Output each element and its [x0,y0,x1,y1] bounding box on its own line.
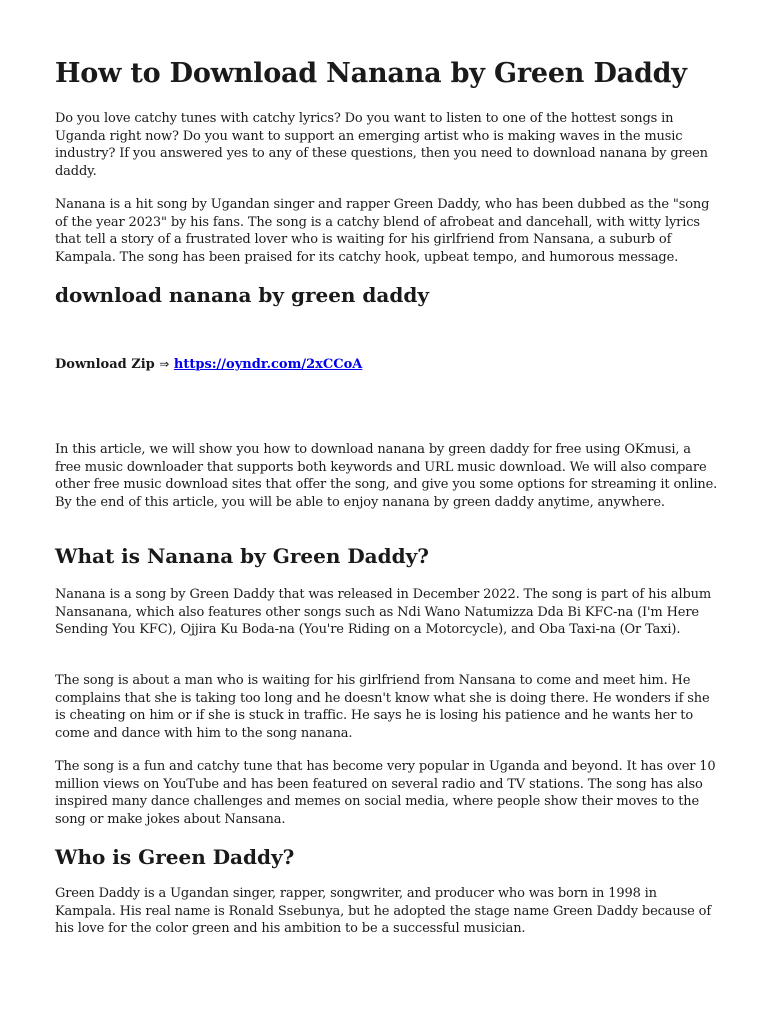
download-link[interactable]: https://oyndr.com/2xCCoA [173,357,363,372]
section-heading-who-is-green-daddy: Who is Green Daddy? [55,845,295,869]
section1-paragraph-2: The song is about a man who is waiting for his girlfriend from Nansana to come and meet him. He complains that she is taking too long and he doesn't know what she is doing there. He wonders if she is cheating on him or if she is stuck in traffic. He says he is losing his patience and he wants her to come and dance with him to the song nanana. [55,673,710,741]
intro-paragraph-1: Do you love catchy tunes with catchy lyrics? Do you want to listen to one of the hottest songs in Uganda right now? Do you want to support an emerging artist who is making waves in the music industry? If you answered yes to any of these questions, then you need to download nanana by green daddy. [55,111,708,179]
download-heading: download nanana by green daddy [55,283,429,307]
section2-paragraph-1: Green Daddy is a Ugandan singer, rapper, songwriter, and producer who was born in 1998 in Kampala. His real name is Ronald Ssebunya, but he adopted the stage name Green Daddy because of his love for the color green and his ambition to be a successful musician. [55,886,711,936]
download-line [55,356,362,373]
section1-paragraph-3: The song is a fun and catchy tune that has become very popular in Uganda and beyond. It has over 10 million views on YouTube and has been featured on several radio and TV stations. The song has also inspired many dance challenges and memes on social media, where people show their moves to the song or make jokes about Nansana. [55,759,716,827]
download-label: Download Zip [55,357,155,372]
section-heading-what-is-nanana: What is Nanana by Green Daddy? [55,544,429,568]
article-paragraph-1: In this article, we will show you how to download nanana by green daddy for free using OKmusi, a free music downloader that supports both keywords and URL music download. We will also compare other free music download sites that offer the song, and give you some options for streaming it online. By the end of this article, you will be able to enjoy nanana by green daddy anytime, anywhere. [55,442,718,510]
intro-paragraph-2: Nanana is a hit song by Ugandan singer and rapper Green Daddy, who has been dubbed as the "song of the year 2023" by his fans. The song is a catchy blend of afrobeat and dancehall, with witty lyrics that tell a story of a frustrated lover who is waiting for his girlfriend from Nansana, a suburb of Kampala. The song has been praised for its catchy hook, upbeat tempo, and humorous message. [55,197,710,265]
arrow-right-icon: ⇒ [159,357,170,371]
section1-paragraph-1: Nanana is a song by Green Daddy that was released in December 2022. The song is part of his album Nansanana, which also features other songs such as Ndi Wano Natumizza Dda Bi KFC-na (I'm Here Sending You KFC), Ojjira Ku Boda-na (You're Riding on a Motorcycle), and Oba Taxi-na (Or Taxi). [55,587,712,637]
page-title: How to Download Nanana by Green Daddy [55,58,687,89]
